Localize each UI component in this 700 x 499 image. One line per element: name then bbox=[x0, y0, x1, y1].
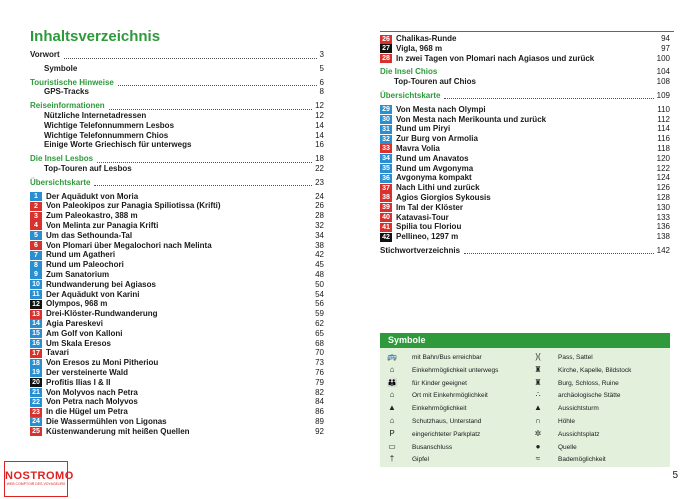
legend-label: Einkehrmöglichkeit bbox=[412, 405, 467, 413]
entry-label: Die Insel Lesbos bbox=[30, 154, 94, 164]
entry-page: 120 bbox=[656, 153, 670, 163]
spring-icon: ● bbox=[535, 441, 541, 451]
tour-number-badge: 41 bbox=[380, 223, 392, 232]
tour-entry bbox=[380, 54, 670, 64]
toc-entry bbox=[30, 50, 324, 60]
tour-number-badge: 39 bbox=[380, 203, 392, 212]
tour-entry bbox=[30, 319, 324, 329]
tour-number-badge: 27 bbox=[380, 44, 392, 53]
entry-label: Profitis Ilias I & II bbox=[46, 377, 111, 387]
legend-item bbox=[386, 389, 488, 400]
legend-label: für Kinder geeignet bbox=[412, 379, 467, 387]
tour-number-badge: 33 bbox=[380, 144, 392, 153]
entry-page: 62 bbox=[315, 318, 324, 328]
entry-label: Touristische Hinweise bbox=[30, 77, 114, 87]
legend-item bbox=[386, 364, 498, 375]
archaeology-icon: ∴ bbox=[535, 390, 541, 400]
entry-label: Von Plomari über Megalochori nach Melinta bbox=[46, 240, 212, 250]
entry-label: Rund um Paleochori bbox=[46, 260, 124, 270]
tour-number-badge: 7 bbox=[30, 251, 42, 260]
entry-label: Im Tal der Klöster bbox=[396, 202, 463, 212]
symbol-legend bbox=[380, 333, 670, 467]
entry-page: 76 bbox=[315, 367, 324, 377]
entry-label: Von Melinta zur Panagia Krifti bbox=[46, 220, 159, 230]
tour-entry bbox=[30, 250, 324, 260]
entry-page: 24 bbox=[315, 191, 324, 201]
toc-entry bbox=[30, 64, 324, 74]
entry-page: 133 bbox=[656, 212, 670, 222]
legend-label: Ort mit Einkehrmöglichkeit bbox=[412, 392, 488, 400]
tour-number-badge: 31 bbox=[380, 125, 392, 134]
entry-page: 68 bbox=[315, 338, 324, 348]
castle-icon: ♜ bbox=[534, 377, 542, 387]
tour-number-badge: 12 bbox=[30, 300, 42, 309]
tour-entry bbox=[380, 183, 670, 193]
tour-entry bbox=[380, 232, 670, 242]
entry-label: Wichtige Telefonnummern Lesbos bbox=[44, 120, 175, 130]
legend-label: Schutzhaus, Unterstand bbox=[412, 418, 482, 425]
legend-label: Einkehrmöglichkeit unterwegs bbox=[412, 366, 499, 374]
legend-label: Gipfel bbox=[412, 456, 429, 464]
entry-label: Rund um Anavatos bbox=[396, 153, 469, 163]
tour-number-badge: 22 bbox=[30, 398, 42, 407]
tour-number-badge: 30 bbox=[380, 115, 392, 124]
entry-label: Avgonyma kompakt bbox=[396, 173, 472, 183]
family-icon: 👪 bbox=[387, 377, 397, 387]
entry-page: 97 bbox=[661, 43, 670, 53]
tour-entry bbox=[30, 378, 324, 388]
entry-page: 124 bbox=[656, 173, 670, 183]
entry-page: 84 bbox=[315, 397, 324, 407]
entry-label: Katavasi-Tour bbox=[396, 212, 449, 222]
swimming-icon: ≈ bbox=[535, 454, 541, 464]
entry-page: 94 bbox=[661, 34, 670, 43]
legend-item bbox=[386, 415, 481, 426]
entry-page: 48 bbox=[315, 269, 324, 279]
legend-item bbox=[386, 441, 452, 452]
legend-label: archäologische Stätte bbox=[558, 392, 621, 400]
tour-number-badge: 34 bbox=[380, 154, 392, 163]
dot-leader bbox=[94, 185, 312, 186]
toc-entry bbox=[380, 246, 670, 256]
legend-item bbox=[532, 389, 621, 400]
tour-entry bbox=[30, 407, 324, 417]
entry-page: 56 bbox=[315, 299, 324, 309]
tour-number-badge: 1 bbox=[30, 192, 42, 201]
entry-label: Von Mesta nach Olympi bbox=[396, 104, 486, 114]
entry-page: 18 bbox=[315, 154, 324, 164]
tour-entry bbox=[30, 427, 324, 437]
pass-icon: )( bbox=[535, 352, 541, 361]
tour-entry bbox=[380, 144, 670, 154]
legend-title: Symbole bbox=[380, 333, 670, 348]
church-icon: ♜ bbox=[534, 364, 542, 374]
entry-page: 73 bbox=[315, 358, 324, 368]
entry-label: Top-Touren auf Lesbos bbox=[44, 163, 132, 173]
entry-label: Der Aquädukt von Karini bbox=[46, 289, 140, 299]
hut-icon: ▲ bbox=[388, 403, 396, 413]
entry-label: Rundwanderung bei Agiasos bbox=[46, 279, 156, 289]
entry-label: Vigla, 968 m bbox=[396, 43, 443, 53]
tour-number-badge: 18 bbox=[30, 359, 42, 368]
dot-leader bbox=[109, 109, 312, 110]
toc-entry bbox=[30, 154, 324, 164]
tour-number-badge: 11 bbox=[30, 290, 42, 299]
legend-item bbox=[386, 428, 480, 439]
entry-page: 34 bbox=[315, 230, 324, 240]
entry-label: Symbole bbox=[44, 63, 78, 73]
entry-page: 112 bbox=[657, 114, 670, 124]
tour-number-badge: 24 bbox=[30, 417, 42, 426]
tour-number-badge: 10 bbox=[30, 280, 42, 289]
parking-icon: P bbox=[389, 428, 395, 438]
tour-entry bbox=[30, 388, 324, 398]
tour-number-badge: 3 bbox=[30, 212, 42, 221]
tour-number-badge: 36 bbox=[380, 174, 392, 183]
entry-page: 86 bbox=[315, 407, 324, 417]
entry-page: 6 bbox=[319, 77, 324, 87]
legend-label: Pass, Sattel bbox=[558, 354, 593, 361]
entry-label: Agios Giorgios Sykousis bbox=[396, 192, 491, 202]
legend-item bbox=[532, 377, 619, 388]
entry-page: 59 bbox=[315, 309, 324, 319]
tour-entry bbox=[30, 348, 324, 358]
entry-page: 45 bbox=[315, 260, 324, 270]
legend-label: Aussichtsplatz bbox=[558, 430, 600, 438]
legend-label: mit Bahn/Bus erreichbar bbox=[412, 354, 482, 361]
tour-number-badge: 35 bbox=[380, 164, 392, 173]
dot-leader bbox=[97, 162, 312, 163]
tour-entry bbox=[380, 164, 670, 174]
tour-entry bbox=[30, 260, 324, 270]
nostromo-stamp bbox=[4, 461, 74, 497]
tour-entry bbox=[30, 417, 324, 427]
tour-number-badge: 15 bbox=[30, 329, 42, 338]
legend-label: Kirche, Kapelle, Bildstock bbox=[558, 366, 632, 374]
stamp-name: NOSTROMO bbox=[5, 470, 74, 482]
legend-label: eingerichteter Parkplatz bbox=[412, 430, 481, 438]
tour-entry bbox=[380, 115, 670, 125]
entry-label: Übersichtskarte bbox=[30, 177, 91, 187]
entry-page: 130 bbox=[656, 202, 670, 212]
tour-number-badge: 23 bbox=[30, 408, 42, 417]
toc-entry bbox=[380, 67, 670, 77]
entry-label: Wichtige Telefonnummern Chios bbox=[44, 130, 169, 140]
tour-number-badge: 13 bbox=[30, 310, 42, 319]
tour-entry bbox=[380, 124, 670, 134]
tour-number-badge: 32 bbox=[380, 135, 392, 144]
tour-number-badge: 28 bbox=[380, 54, 392, 63]
entry-label: Der versteinerte Wald bbox=[46, 367, 128, 377]
legend-item bbox=[532, 415, 575, 426]
top-rule bbox=[380, 31, 674, 32]
tour-entry bbox=[30, 299, 324, 309]
tour-number-badge: 9 bbox=[30, 270, 42, 279]
entry-label: Küstenwanderung mit heißen Quellen bbox=[46, 426, 190, 436]
entry-label: GPS-Tracks bbox=[44, 87, 89, 97]
entry-label: Drei-Klöster-Rundwanderung bbox=[46, 309, 158, 319]
tour-entry bbox=[30, 201, 324, 211]
entry-label: Vorwort bbox=[30, 50, 60, 59]
legend-item bbox=[532, 428, 600, 439]
entry-label: In zwei Tagen von Plomari nach Agiasos und zurück bbox=[396, 53, 595, 63]
legend-label: Höhle bbox=[558, 418, 575, 425]
entry-page: 22 bbox=[315, 163, 324, 173]
tour-entry bbox=[380, 173, 670, 183]
legend-item bbox=[386, 402, 467, 413]
tour-number-badge: 14 bbox=[30, 319, 42, 328]
tour-number-badge: 26 bbox=[380, 35, 392, 44]
entry-label: Am Golf von Kalloni bbox=[46, 328, 123, 338]
tour-number-badge: 2 bbox=[30, 202, 42, 211]
tour-number-badge: 20 bbox=[30, 378, 42, 387]
tour-number-badge: 42 bbox=[380, 233, 392, 242]
entry-page: 116 bbox=[657, 134, 670, 144]
legend-label: Bademöglichkeit bbox=[558, 456, 606, 464]
tour-number-badge: 16 bbox=[30, 339, 42, 348]
entry-page: 12 bbox=[315, 101, 324, 111]
entry-page: 12 bbox=[315, 110, 324, 120]
dot-leader bbox=[444, 98, 654, 99]
entry-label: Zum Sanatorium bbox=[46, 269, 110, 279]
cave-icon: ∩ bbox=[535, 416, 541, 425]
stamp-subtitle: WEB COMPTOIR DES VOYAGEURS bbox=[6, 482, 66, 486]
entry-label: Übersichtskarte bbox=[380, 90, 441, 100]
tour-number-badge: 40 bbox=[380, 213, 392, 222]
legend-item bbox=[532, 364, 631, 375]
tour-entry bbox=[30, 192, 324, 202]
legend-item bbox=[386, 351, 482, 362]
tour-number-badge: 21 bbox=[30, 388, 42, 397]
tour-entry bbox=[380, 105, 670, 115]
legend-item bbox=[532, 453, 606, 464]
entry-page: 109 bbox=[656, 90, 670, 100]
entry-page: 136 bbox=[656, 222, 670, 232]
tour-number-badge: 38 bbox=[380, 193, 392, 202]
entry-label: Top-Touren auf Chios bbox=[394, 77, 476, 87]
tour-entry bbox=[380, 34, 670, 44]
tour-entry bbox=[30, 211, 324, 221]
entry-page: 126 bbox=[656, 183, 670, 193]
entry-page: 16 bbox=[315, 140, 324, 150]
entry-label: Die Insel Chios bbox=[380, 67, 438, 77]
legend-label: Aussichtsturm bbox=[558, 405, 599, 413]
toc-list-right bbox=[380, 34, 670, 256]
entry-page: 92 bbox=[315, 426, 324, 436]
entry-label: In die Hügel um Petra bbox=[46, 407, 128, 417]
entry-label: Rund um Avgonyma bbox=[396, 163, 474, 173]
entry-label: Von Eresos zu Moni Pitheriou bbox=[46, 358, 159, 368]
entry-label: Pellineo, 1297 m bbox=[396, 232, 459, 242]
entry-label: Rund um Agatheri bbox=[46, 250, 116, 260]
entry-page: 23 bbox=[315, 177, 324, 187]
entry-page: 8 bbox=[319, 87, 324, 97]
toc-entry bbox=[30, 87, 324, 97]
legend-label: Quelle bbox=[558, 443, 577, 451]
entry-page: 110 bbox=[657, 104, 670, 114]
toc-entry bbox=[30, 131, 324, 141]
shelter-icon: ⌂ bbox=[389, 416, 395, 425]
entry-page: 122 bbox=[656, 163, 670, 173]
tour-entry bbox=[380, 222, 670, 232]
entry-page: 42 bbox=[315, 250, 324, 260]
entry-page: 70 bbox=[315, 348, 324, 358]
entry-page: 5 bbox=[319, 63, 324, 73]
toc-entry bbox=[30, 121, 324, 131]
bus-icon: 🚌 bbox=[387, 352, 397, 361]
tour-entry bbox=[30, 241, 324, 251]
tour-entry bbox=[380, 44, 670, 54]
toc-entry bbox=[380, 91, 670, 101]
tour-number-badge: 8 bbox=[30, 261, 42, 270]
entry-label: Agia Pareskevi bbox=[46, 318, 103, 328]
tour-entry bbox=[30, 221, 324, 231]
entry-page: 108 bbox=[656, 77, 670, 87]
entry-page: 50 bbox=[315, 279, 324, 289]
tour-entry bbox=[30, 231, 324, 241]
entry-page: 82 bbox=[315, 387, 324, 397]
tour-number-badge: 17 bbox=[30, 349, 42, 358]
entry-label: Reiseinformationen bbox=[30, 101, 105, 111]
entry-label: Einige Worte Griechisch für unterwegs bbox=[44, 140, 192, 150]
tour-entry bbox=[380, 193, 670, 203]
legend-label: Busanschluss bbox=[412, 443, 453, 451]
toc-entry bbox=[380, 77, 670, 87]
entry-page: 138 bbox=[656, 232, 670, 242]
entry-label: Stichwortverzeichnis bbox=[380, 245, 461, 255]
entry-page: 128 bbox=[656, 192, 670, 202]
tour-entry bbox=[30, 329, 324, 339]
entry-label: Die Wassermühlen von Ligonas bbox=[46, 416, 167, 426]
toc-entry bbox=[30, 111, 324, 121]
legend-item bbox=[386, 377, 467, 388]
toc-list-left bbox=[30, 50, 324, 436]
entry-page: 32 bbox=[315, 220, 324, 230]
tour-entry bbox=[30, 339, 324, 349]
toc-entry bbox=[30, 78, 324, 88]
tour-number-badge: 29 bbox=[380, 105, 392, 114]
tour-number-badge: 37 bbox=[380, 184, 392, 193]
toc-entry bbox=[30, 178, 324, 188]
dot-leader bbox=[64, 58, 317, 59]
entry-label: Spilia tou Floriou bbox=[396, 222, 462, 232]
restaurant-icon: ⌂ bbox=[389, 364, 395, 374]
legend-item bbox=[532, 441, 577, 452]
tour-number-badge: 4 bbox=[30, 221, 42, 230]
entry-page: 3 bbox=[319, 50, 324, 59]
tower-icon: ▲ bbox=[534, 403, 542, 413]
entry-page: 89 bbox=[315, 416, 324, 426]
entry-page: 104 bbox=[656, 67, 670, 77]
entry-page: 79 bbox=[315, 377, 324, 387]
entry-label: Nützliche Internetadressen bbox=[44, 110, 147, 120]
entry-page: 54 bbox=[315, 289, 324, 299]
entry-label: Tavari bbox=[46, 348, 69, 358]
entry-page: 100 bbox=[656, 53, 670, 63]
entry-page: 26 bbox=[315, 201, 324, 211]
entry-label: Von Paleokipos zur Panagia Spiliotissa (Krifti) bbox=[46, 201, 221, 211]
legend-item bbox=[532, 402, 599, 413]
entry-label: Rund um Piryi bbox=[396, 124, 451, 134]
entry-label: Nach Lithi und zurück bbox=[396, 183, 480, 193]
entry-page: 118 bbox=[657, 143, 670, 153]
tour-entry bbox=[30, 358, 324, 368]
tour-entry bbox=[380, 203, 670, 213]
dot-leader bbox=[118, 85, 317, 86]
legend-item bbox=[532, 351, 593, 362]
inn-icon: ⌂ bbox=[389, 390, 395, 400]
entry-label: Zum Paleokastro, 388 m bbox=[46, 211, 138, 221]
entry-label: Mavra Volia bbox=[396, 143, 440, 153]
bus-stop-icon: ▭ bbox=[388, 441, 396, 451]
entry-page: 14 bbox=[315, 120, 324, 130]
tour-number-badge: 5 bbox=[30, 231, 42, 240]
legend-label: Burg, Schloss, Ruine bbox=[558, 379, 619, 387]
tour-entry bbox=[30, 290, 324, 300]
entry-page: 142 bbox=[656, 245, 670, 255]
toc-entry bbox=[30, 140, 324, 150]
entry-label: Olympos, 968 m bbox=[46, 299, 108, 309]
entry-label: Der Aquädukt von Moria bbox=[46, 191, 139, 201]
summit-cross-icon: † bbox=[389, 454, 395, 464]
dot-leader bbox=[464, 253, 654, 254]
tour-number-badge: 25 bbox=[30, 427, 42, 436]
entry-page: 65 bbox=[315, 328, 324, 338]
tour-entry bbox=[380, 154, 670, 164]
toc-entry bbox=[30, 101, 324, 111]
entry-label: Um das Sethounda-Tal bbox=[46, 230, 133, 240]
page-title: Inhaltsverzeichnis bbox=[30, 28, 161, 45]
viewpoint-icon: ✲ bbox=[534, 428, 542, 438]
tour-entry bbox=[380, 213, 670, 223]
tour-entry bbox=[30, 280, 324, 290]
entry-label: Von Molyvos nach Petra bbox=[46, 387, 138, 397]
tour-number-badge: 19 bbox=[30, 368, 42, 377]
tour-entry bbox=[380, 134, 670, 144]
tour-number-badge: 6 bbox=[30, 241, 42, 250]
entry-page: 14 bbox=[315, 130, 324, 140]
legend-item bbox=[386, 453, 429, 464]
entry-page: 38 bbox=[315, 240, 324, 250]
entry-label: Um Skala Eresos bbox=[46, 338, 111, 348]
page-number: 5 bbox=[672, 470, 678, 481]
tour-entry bbox=[30, 368, 324, 378]
toc-entry bbox=[30, 164, 324, 174]
tour-entry bbox=[30, 309, 324, 319]
entry-label: Von Mesta nach Merikounta und zurück bbox=[396, 114, 547, 124]
entry-label: Zur Burg von Armolia bbox=[396, 134, 478, 144]
tour-entry bbox=[30, 397, 324, 407]
tour-entry bbox=[30, 270, 324, 280]
entry-page: 28 bbox=[315, 211, 324, 221]
entry-label: Chalikas-Runde bbox=[396, 34, 457, 43]
entry-page: 114 bbox=[657, 124, 670, 134]
entry-label: Von Petra nach Molyvos bbox=[46, 397, 138, 407]
